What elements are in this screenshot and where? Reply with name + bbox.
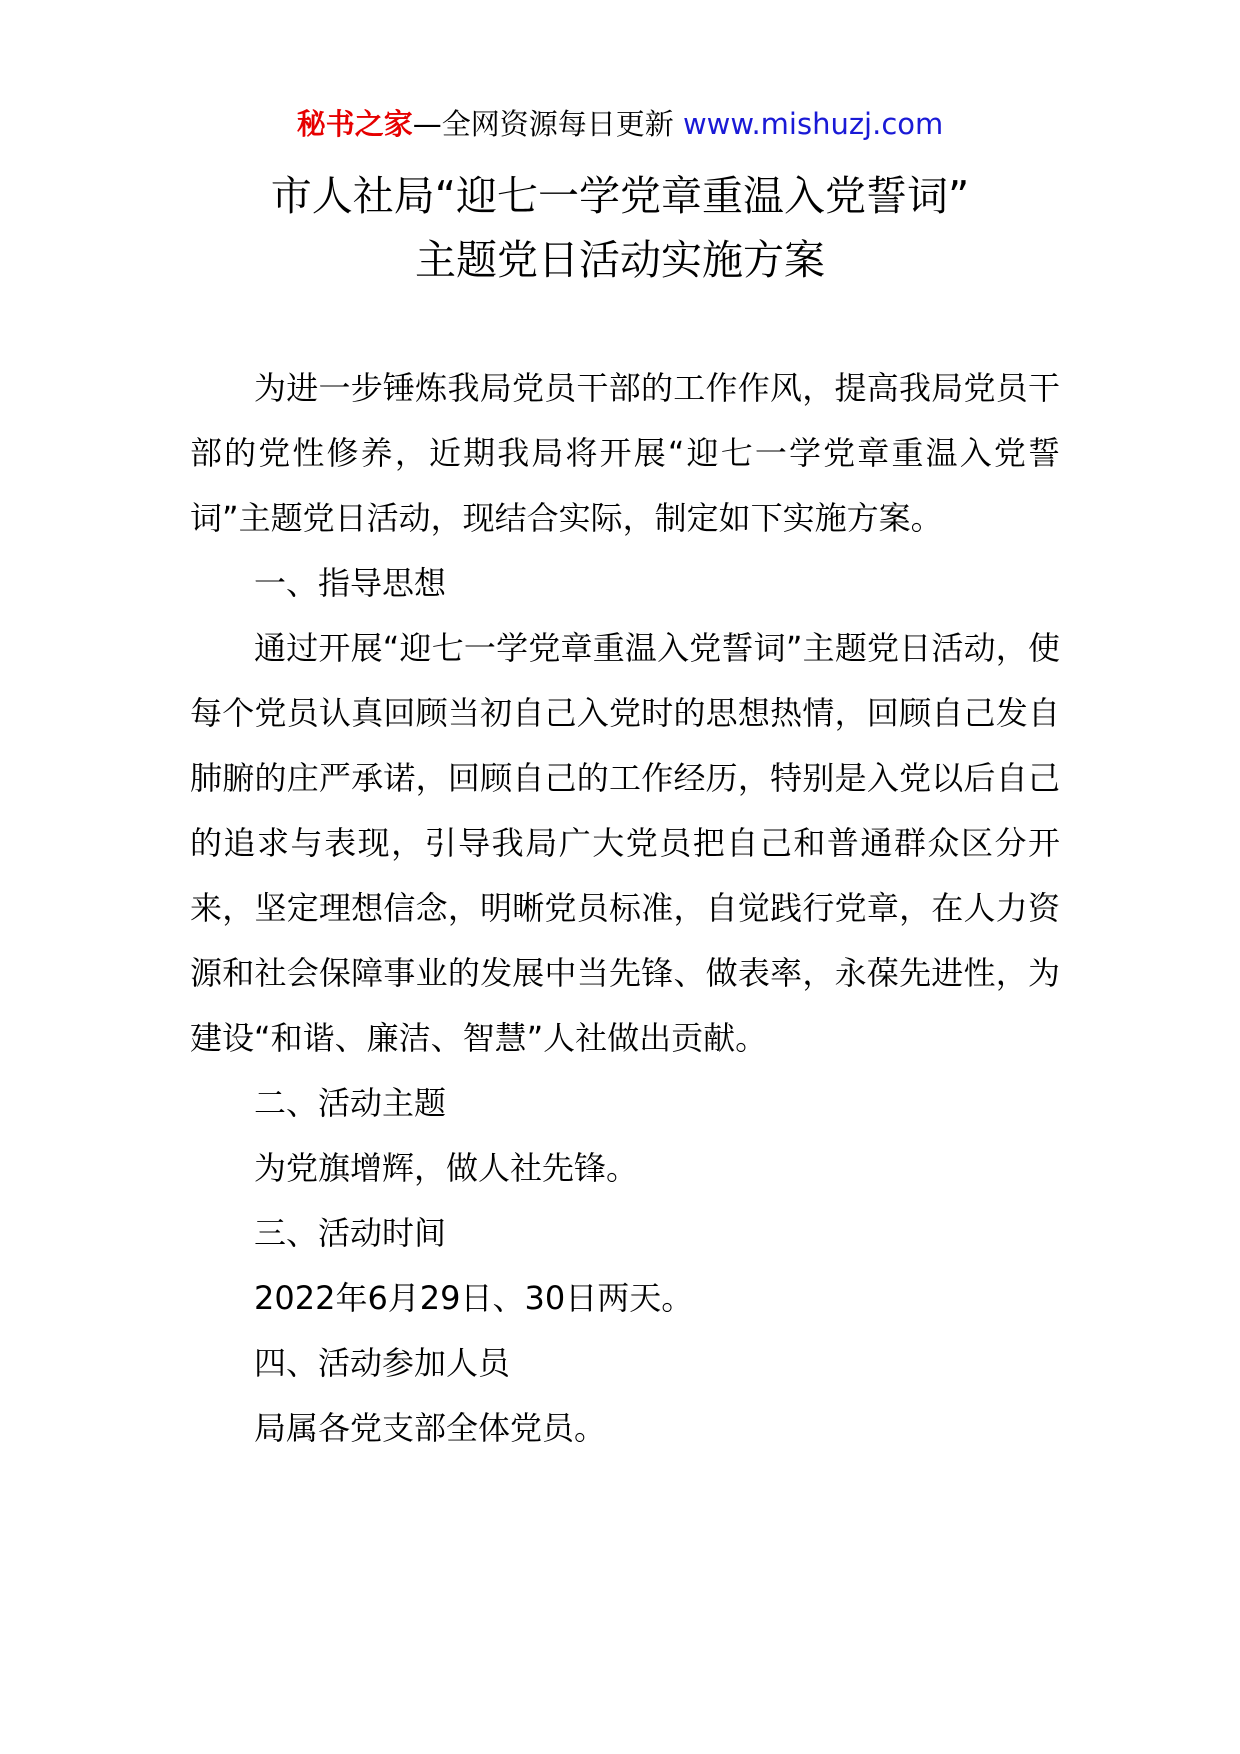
document-body: [190, 356, 1060, 1461]
site-header: [0, 100, 1240, 148]
guiding-ideology-paragraph: 通过开展“迎七一学党章重温入党誓词”主题党日活动，使每个党员认真回顾当初自己入党时的思想热情，回顾自己发自肺腑的庄严承诺，回顾自己的工作经历，特别是入党以后自己的追求与表现，引导我局广大党员把自己和普通群众区分开来，坚定理想信念，明晰党员标准，自觉践行党章，在人力资源和社会保障事业的发展中当先锋、做表率，永葆先进性，为建设“和谐、廉洁、智慧”人社做出贡献。: [190, 629, 1060, 1057]
activity-theme-paragraph: 为党旗增辉，做人社先锋。: [254, 1149, 639, 1187]
activity-time-paragraph: 2022年6月29日、30日两天。: [254, 1279, 694, 1317]
section-heading-activity-theme: 二、活动主题: [254, 1084, 447, 1122]
brand-name: 秘书之家: [296, 107, 413, 141]
intro-paragraph: 为进一步锤炼我局党员干部的工作作风，提高我局党员干部的党性修养，近期我局将开展“迎七一学党章重温入党誓词”主题党日活动，现结合实际，制定如下实施方案。: [190, 369, 1060, 537]
section-heading-activity-time: 三、活动时间: [254, 1214, 447, 1252]
site-url-link[interactable]: www.mishuzj.com: [682, 107, 944, 141]
section-heading-participants: 四、活动参加人员: [254, 1344, 511, 1382]
participants-paragraph: 局属各党支部全体党员。: [254, 1409, 607, 1447]
document-title-line-2: 主题党日活动实施方案: [415, 236, 825, 284]
document-title-line-1: 市人社局“迎七一学党章重温入党誓词”: [270, 172, 970, 220]
header-slogan: —全网资源每日更新: [412, 107, 674, 141]
section-heading-guiding-ideology: 一、指导思想: [254, 564, 447, 602]
